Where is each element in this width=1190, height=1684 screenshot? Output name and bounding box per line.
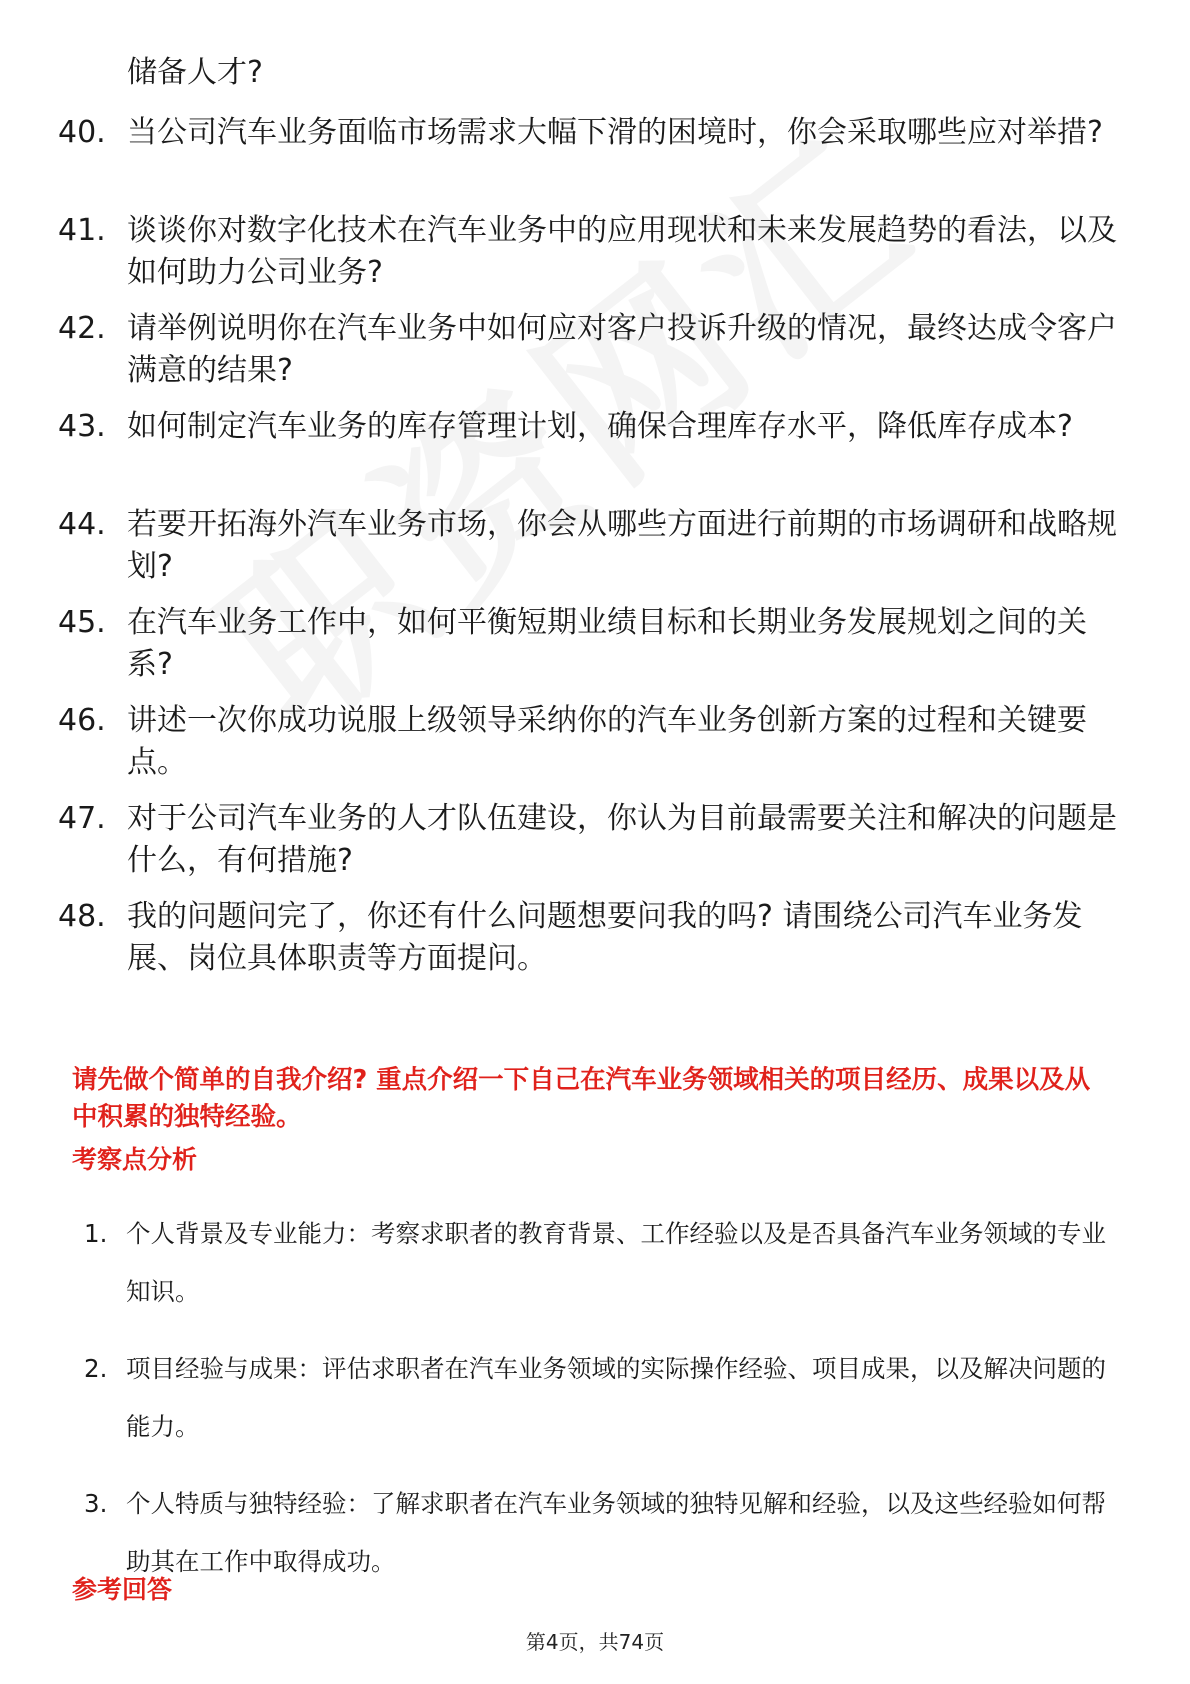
question-text: 我的问题问完了，你还有什么问题想要问我的吗? 请围绕公司汽车业务发展、岗位具体职责等方面提问。 [127, 899, 1083, 976]
analysis-point [84, 1475, 1124, 1610]
question-text: 如何制定汽车业务的库存管理计划，确保合理库存水平，降低库存成本? [127, 409, 1073, 444]
question-number: 44. [58, 507, 106, 542]
analysis-heading: 考察点分析 [72, 1145, 198, 1174]
question-number: 40. [58, 115, 106, 150]
question-item [58, 798, 1138, 896]
question-item [58, 504, 1138, 602]
highlight-question: 请先做个简单的自我介绍? 重点介绍一下自己在汽车业务领域相关的项目经历、成果以及从中积累的独特经验。 [72, 1065, 1091, 1132]
analysis-point [84, 1205, 1124, 1340]
question-number: 41. [58, 213, 106, 248]
question-number: 45. [58, 605, 106, 640]
question-list [58, 112, 1138, 994]
analysis-point-number: 3. [84, 1489, 108, 1518]
question-number: 46. [58, 703, 106, 738]
question-item [58, 308, 1138, 406]
question-item [58, 112, 1138, 210]
analysis-list [84, 1205, 1124, 1610]
question-text: 对于公司汽车业务的人才队伍建设，你认为目前最需要关注和解决的问题是什么，有何措施? [127, 801, 1117, 878]
question-text: 当公司汽车业务面临市场需求大幅下滑的困境时，你会采取哪些应对举措? [127, 115, 1103, 150]
question-text: 谈谈你对数字化技术在汽车业务中的应用现状和未来发展趋势的看法，以及如何助力公司业务? [127, 213, 1117, 290]
analysis-point-text: 个人背景及专业能力：考察求职者的教育背景、工作经验以及是否具备汽车业务领域的专业知识。 [126, 1219, 1106, 1306]
question-text: 请举例说明你在汽车业务中如何应对客户投诉升级的情况，最终达成令客户满意的结果? [127, 311, 1117, 388]
analysis-point-text: 项目经验与成果：评估求职者在汽车业务领域的实际操作经验、项目成果，以及解决问题的能力。 [126, 1354, 1106, 1441]
question-text: 讲述一次你成功说服上级领导采纳你的汽车业务创新方案的过程和关键要点。 [127, 703, 1087, 780]
question-item [58, 602, 1138, 700]
question-number: 42. [58, 311, 106, 346]
question-number: 43. [58, 409, 106, 444]
question-item [58, 896, 1138, 994]
question-number: 47. [58, 801, 106, 836]
analysis-point-number: 1. [84, 1219, 108, 1248]
analysis-point [84, 1340, 1124, 1475]
analysis-point-number: 2. [84, 1354, 108, 1383]
question-text: 在汽车业务工作中，如何平衡短期业绩目标和长期业务发展规划之间的关系? [127, 605, 1087, 682]
analysis-point-text: 个人特质与独特经验：了解求职者在汽车业务领域的独特见解和经验，以及这些经验如何帮助其在工作中取得成功。 [126, 1489, 1106, 1576]
question-text: 若要开拓海外汽车业务市场，你会从哪些方面进行前期的市场调研和战略规划? [127, 507, 1117, 584]
question-item [58, 700, 1138, 798]
reference-answer-heading: 参考回答 [72, 1575, 173, 1604]
continued-question-text: 储备人才? [127, 55, 263, 90]
question-number: 48. [58, 899, 106, 934]
page-number: 第4页，共74页 [525, 1630, 665, 1654]
question-item [58, 406, 1138, 504]
question-item [58, 210, 1138, 308]
